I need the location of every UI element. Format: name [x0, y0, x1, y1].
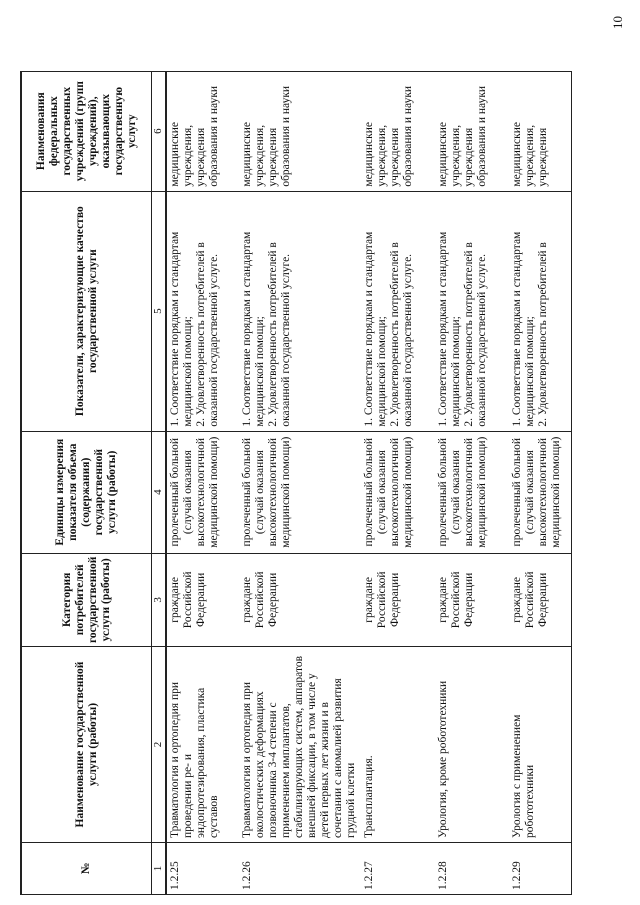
institutions: медицинские учреждения, учреждения образования и науки — [435, 71, 509, 191]
volume-unit: пролеченный больной (случай оказания высокотехнологичной медицинской помощи) — [435, 431, 509, 553]
row-number: 1.2.26 — [239, 843, 361, 895]
row-number: 1.2.27 — [361, 843, 435, 895]
header-consumer-category: Категория потребителей государственной услуги (работы) — [21, 553, 152, 646]
header-service-name: Наименование государственной услуги (работы) — [21, 647, 152, 843]
table-row — [435, 71, 509, 894]
consumer-category: граждане Российской Федерации — [509, 553, 572, 646]
service-name: Трансплантация. — [361, 647, 435, 843]
quality-indicator: 2. Удовлетворенность потребителей в оказанной государственной услуге. — [267, 242, 292, 427]
table-row — [361, 71, 435, 894]
service-name: Урология с применением робототехники — [509, 647, 572, 843]
volume-unit: пролеченный больной (случай оказания высокотехнологичной медицинской помощи) — [509, 431, 572, 553]
quality-indicator: 1. Соответствие порядкам и стандартам медицинской помощи; — [437, 231, 462, 427]
column-number-row — [152, 71, 167, 894]
quality-indicators — [166, 191, 239, 431]
quality-indicators — [239, 191, 361, 431]
volume-unit: пролеченный больной (случай оказания высокотехнологичной медицинской помощи) — [239, 431, 361, 553]
quality-indicator: 2. Удовлетворенность потребителей в оказанной государственной услуге. — [389, 242, 414, 427]
row-number: 1.2.25 — [166, 843, 239, 895]
institutions: медицинские учреждения, учреждения — [509, 71, 572, 191]
column-number: 1 — [152, 843, 167, 895]
quality-indicator: 2. Удовлетворенность потребителей в оказанной государственной услуге. — [463, 242, 488, 427]
row-number: 1.2.28 — [435, 843, 509, 895]
service-name: Урология, кроме робототехники — [435, 647, 509, 843]
volume-unit: пролеченный больной (случай оказания высокотехнологичной медицинской помощи) — [166, 431, 239, 553]
column-number: 5 — [152, 191, 167, 431]
column-number: 3 — [152, 553, 167, 646]
page-number: 10 — [610, 16, 625, 29]
institutions: медицинские учреждения, учреждения образования и науки — [166, 71, 239, 191]
services-table — [20, 71, 572, 895]
column-number: 2 — [152, 647, 167, 843]
volume-unit: пролеченный больной (случай оказания высокотехнологичной медицинской помощи) — [361, 431, 435, 553]
service-name: Травматология и ортопедия при проведении ре- и эндопротезирования, пластика суставов — [166, 647, 239, 843]
quality-indicator: 2. Удовлетворенность потребителей в — [537, 242, 549, 427]
header-number: № — [21, 843, 152, 895]
consumer-category: граждане Российской Федерации — [361, 553, 435, 646]
consumer-category: граждане Российской Федерации — [166, 553, 239, 646]
table-row — [166, 71, 239, 894]
quality-indicator: 1. Соответствие порядкам и стандартам медицинской помощи; — [511, 231, 536, 427]
header-institutions: Наименования федеральных государственных учреждений (групп учреждений), оказывающих государственную услугу — [21, 71, 152, 191]
institutions: медицинские учреждения, учреждения образования и науки — [361, 71, 435, 191]
institutions: медицинские учреждения, учреждения образования и науки — [239, 71, 361, 191]
header-volume-unit: Единицы измерения показателя объема (содержания) государственной услуги (работы) — [21, 431, 152, 553]
column-number: 6 — [152, 71, 167, 191]
quality-indicator: 2. Удовлетворенность потребителей в оказанной государственной услуге. — [195, 242, 220, 427]
consumer-category: граждане Российской Федерации — [239, 553, 361, 646]
quality-indicators — [361, 191, 435, 431]
header-quality-indicators: Показатели, характеризующие качество государственной услуги — [21, 191, 152, 431]
quality-indicators — [509, 191, 572, 431]
quality-indicator: 1. Соответствие порядкам и стандартам медицинской помощи; — [169, 231, 194, 427]
quality-indicator: 1. Соответствие порядкам и стандартам медицинской помощи; — [241, 231, 266, 427]
quality-indicator: 1. Соответствие порядкам и стандартам медицинской помощи; — [363, 231, 388, 427]
quality-indicators — [435, 191, 509, 431]
service-name: Травматология и ортопедия при околостических деформациях позвоночника 3-4 степени с применением имплантатов, стабилизирующих систем, аппаратов внешней фиксации, в том числе у детей первых лет жизни и в сочетании с аномалией развития грудной клетки — [239, 647, 361, 843]
row-number: 1.2.29 — [509, 843, 572, 895]
column-number: 4 — [152, 431, 167, 553]
table-row — [509, 71, 572, 894]
consumer-category: граждане Российской Федерации — [435, 553, 509, 646]
table-row — [239, 71, 361, 894]
header-row — [21, 71, 152, 894]
